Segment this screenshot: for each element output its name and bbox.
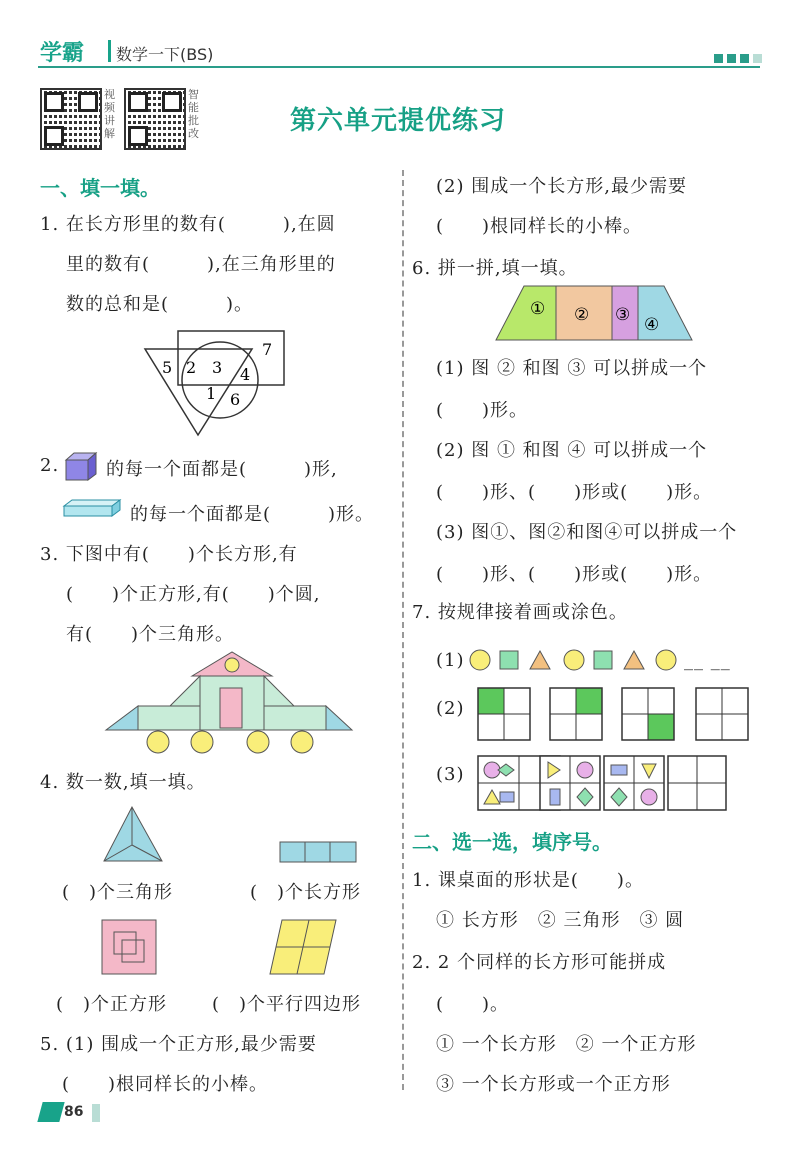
wheel-4 [291, 731, 313, 753]
brand-divider [108, 40, 111, 62]
door-rect [220, 688, 242, 728]
cube-icon [62, 450, 98, 482]
s2q2-line2: ( )。 [436, 994, 510, 1015]
qr-label-grading: 智能批改 [188, 88, 199, 140]
venn-num-3: 3 [212, 358, 223, 377]
q7-pattern-1 [468, 648, 678, 672]
q3-line3: 有( )个三角形。 [66, 624, 235, 645]
q7-pattern-3 [476, 754, 756, 812]
q6-line7: ( )形、( )形或( )形。 [436, 564, 713, 585]
piece-1 [496, 286, 556, 340]
piece-4-label: ④ [644, 315, 660, 335]
q6-figure [494, 284, 694, 342]
left-wing [106, 706, 138, 730]
venn-num-6: 6 [230, 390, 241, 409]
footer-bar [92, 1104, 100, 1122]
q6-line4: (2) 图 ① 和图 ④ 可以拼成一个 [436, 440, 708, 461]
left-bar [138, 706, 200, 730]
page-title: 第六单元提优练习 [290, 106, 507, 136]
s2q2-line1: 2. 2 个同样的长方形可能拼成 [412, 952, 667, 973]
q6-line3: ( )形。 [436, 400, 529, 421]
right-slope [264, 676, 294, 706]
q5-line4: ( )根同样长的小棒。 [436, 216, 643, 237]
header-squares [714, 54, 762, 63]
venn-num-1: 1 [206, 384, 217, 403]
q6-line1: 6. 拼一拼,填一填。 [412, 258, 578, 279]
venn-num-7: 7 [262, 340, 273, 359]
q4-line1: 4. 数一数,填一填。 [40, 772, 206, 793]
roof-circle [225, 658, 239, 672]
q4-rect-figure [278, 840, 358, 864]
q1-line3: 数的总和是( )。 [66, 294, 254, 315]
s2q2-option-1: ① 一个长方形 ② 一个正方形 [436, 1034, 697, 1055]
page-number: 86 [64, 1104, 84, 1120]
q1-venn-figure [140, 325, 300, 440]
q4-c: ( )个正方形 [56, 994, 168, 1015]
piece-3-label: ③ [615, 305, 631, 325]
section-2-heading: 二、选一选，填序号。 [412, 830, 612, 854]
header-line [38, 66, 760, 68]
q1-line1: 1. 在长方形里的数有( ),在圆 [40, 214, 336, 235]
q4-square-figure [100, 918, 158, 976]
q4-d: ( )个平行四边形 [212, 994, 362, 1015]
q4-triangle-figure [102, 805, 164, 863]
piece-1-label: ① [530, 299, 546, 319]
section-1-heading: 一、填一填。 [40, 176, 160, 200]
left-slope [170, 676, 200, 706]
wheel-2 [191, 731, 213, 753]
q5-line2: ( )根同样长的小棒。 [62, 1074, 269, 1095]
venn-num-4: 4 [240, 365, 251, 384]
q2-line1: 的每一个面都是( )形, [106, 459, 338, 480]
wheel-3 [247, 731, 269, 753]
q7-pattern-2 [476, 686, 756, 742]
pencil-icon [37, 1102, 64, 1122]
cuboid-icon [62, 498, 122, 518]
wheel-1 [147, 731, 169, 753]
q2-number: 2. [40, 455, 60, 476]
q7-line1: 7. 按规律接着画或涂色。 [412, 602, 628, 623]
column-divider [402, 170, 404, 1090]
s2q2-option-2: ③ 一个长方形或一个正方形 [436, 1074, 671, 1095]
q7-p3: (3) [436, 764, 465, 785]
q6-line6: (3) 图①、图②和图④可以拼成一个 [436, 522, 738, 543]
q4-b: ( )个长方形 [250, 882, 362, 903]
q4-a: ( )个三角形 [62, 882, 174, 903]
brand-logo: 学霸 [40, 41, 85, 66]
qr-code-grading[interactable] [124, 88, 186, 150]
q3-figure [104, 648, 354, 756]
q7-p2: (2) [436, 698, 465, 719]
right-bar [264, 706, 326, 730]
q1-line2: 里的数有( ),在三角形里的 [66, 254, 336, 275]
s2q1-line1: 1. 课桌面的形状是( )。 [412, 870, 644, 891]
venn-num-2: 2 [186, 358, 197, 377]
q7-pattern-3-empty[interactable] [668, 756, 726, 810]
q5-line3: (2) 围成一个长方形,最少需要 [436, 176, 687, 197]
q7-pattern-2-empty[interactable] [696, 688, 748, 740]
q5-line1: 5. (1) 围成一个正方形,最少需要 [40, 1034, 317, 1055]
s2q1-options: ① 长方形 ② 三角形 ③ 圆 [436, 910, 685, 931]
book-title: 数学一下(BS) [116, 45, 214, 64]
venn-num-5: 5 [162, 358, 173, 377]
qr-code-video[interactable] [40, 88, 102, 150]
q6-line2: (1) 图 ② 和图 ③ 可以拼成一个 [436, 358, 708, 379]
q3-line2: ( )个正方形,有( )个圆, [66, 584, 321, 605]
q4-parallelogram-figure [268, 918, 338, 976]
q6-line5: ( )形、( )形或( )形。 [436, 482, 713, 503]
q7-answer-blanks[interactable]: __ __ [684, 650, 731, 671]
q2-line2: 的每一个面都是( )形。 [130, 504, 375, 525]
q7-p1: (1) [436, 650, 465, 671]
q3-line1: 3. 下图中有( )个长方形,有 [40, 544, 298, 565]
piece-2-label: ② [574, 305, 590, 325]
right-wing [326, 706, 352, 730]
qr-label-video: 视频讲解 [104, 88, 115, 140]
